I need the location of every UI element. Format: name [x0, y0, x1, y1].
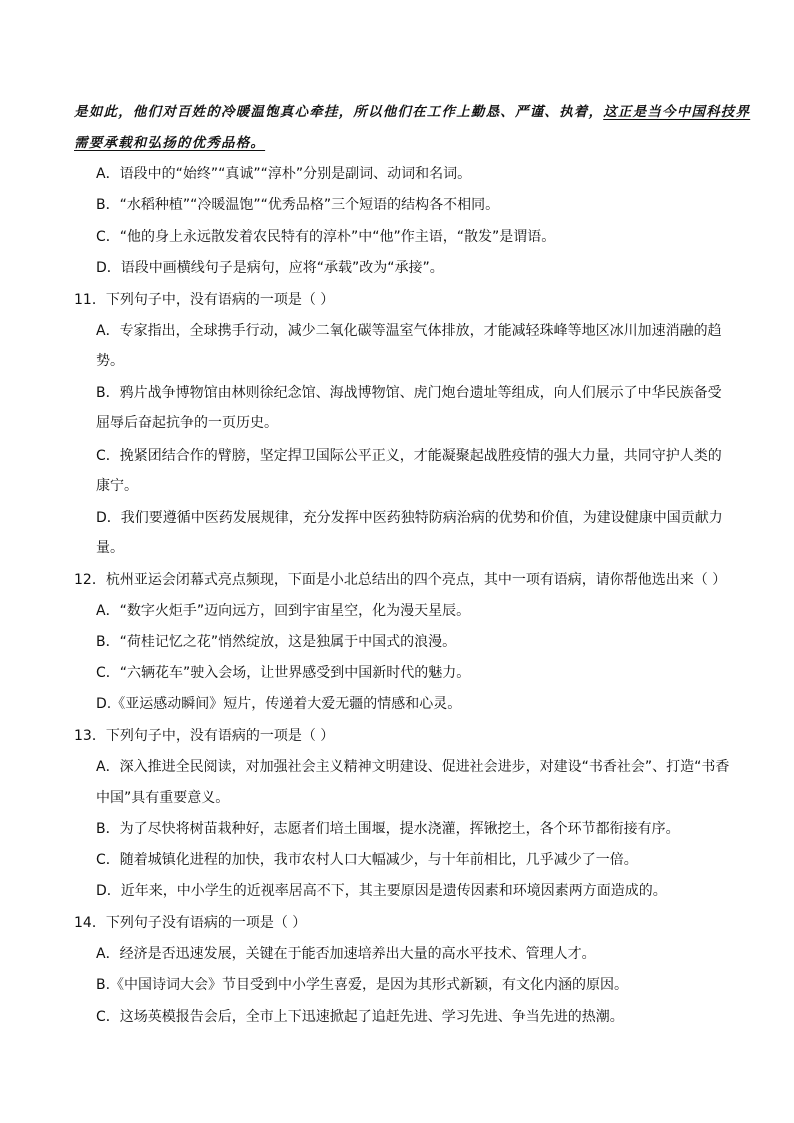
- q13-stem: 13．下列句子中，没有语病的一项是（ ）: [74, 728, 335, 744]
- q14-stem: 14．下列句子没有语病的一项是（ ）: [74, 915, 307, 931]
- q13-option-c: C．随着城镇化进程的加快，我市农村人口大幅减少，与十年前相比，几乎减少了一倍。: [96, 852, 638, 868]
- intro-text: 是如此，他们对百姓的冷暖温饱真心牵挂，所以他们在工作上勤恳、严谨、执着，: [74, 104, 604, 120]
- q13-option-b: B．为了尽快将树苗栽种好，志愿者们培土围堰，提水浇灌，挥锹挖土，各个环节都衔接有序。: [96, 821, 680, 837]
- intro-line-1: [74, 102, 750, 122]
- underlined-sentence: 这正是当今中国科技界: [603, 104, 751, 120]
- q11-option-a-cont: 势。: [96, 353, 124, 369]
- q11-option-c-cont: 康宁。: [96, 478, 138, 494]
- q12-option-b: B．“荷桂记忆之花”悄然绽放，这是独属于中国式的浪漫。: [96, 634, 457, 650]
- q14-option-c: C．这场英模报告会后，全市上下迅速掀起了追赶先进、学习先进、争当先进的热潮。: [96, 1009, 624, 1025]
- q12-option-d: D.《亚运感动瞬间》短片，传递着大爱无疆的情感和心灵。: [96, 696, 462, 712]
- q10-option-a: A．语段中的“始终”“真诚”“淳朴”分别是副词、动词和名词。: [96, 166, 472, 182]
- q10-option-d: D．语段中画横线句子是病句，应将“承载”改为“承接”。: [96, 260, 444, 276]
- underlined-sentence-end: 需要承载和弘扬的优秀品格。: [74, 135, 266, 151]
- q13-option-d: D．近年来，中小学生的近视率居高不下，其主要原因是遗传因素和环境因素两方面造成的。: [96, 883, 667, 899]
- q13-option-a-cont: 中国”具有重要意义。: [96, 790, 230, 806]
- q11-option-b-cont: 屈辱后奋起抗争的一页历史。: [96, 415, 278, 431]
- q11-stem: 11．下列句子中，没有语病的一项是（ ）: [74, 292, 335, 308]
- q12-stem: 12．杭州亚运会闭幕式亮点频现，下面是小北总结出的四个亮点，其中一项有语病，请你帮他选出来（ ）: [74, 572, 727, 588]
- q12-option-a: A．“数字火炬手”迈向远方，回到宇宙星空，化为漫天星辰。: [96, 603, 471, 619]
- q14-option-b: B.《中国诗词大会》节目受到中小学生喜爱，是因为其形式新颖，有文化内涵的原因。: [96, 977, 629, 993]
- q10-option-b: B．“水稻种植”“冷暖温饱”“优秀品格”三个短语的结构各不相同。: [96, 197, 500, 213]
- q11-option-a: A．专家指出，全球携手行动，减少二氧化碳等温室气体排放，才能减轻珠峰等地区冰川加速消融的趋: [96, 323, 722, 339]
- q11-option-d: D．我们要遵循中医药发展规律，充分发挥中医药独特防病治病的优势和价值，为建设健康中国贡献力: [96, 510, 723, 526]
- q11-option-c: C．挽紧团结合作的臂膀，坚定捍卫国际公平正义，才能凝聚起战胜疫情的强大力量，共同守护人类的: [96, 448, 722, 464]
- q10-option-c: C．“他的身上永远散发着农民特有的淳朴”中“他”作主语，“散发”是谓语。: [96, 229, 556, 245]
- q14-option-a: A．经济是否迅速发展，关键在于能否加速培养出大量的高水平技术、管理人才。: [96, 946, 596, 962]
- q11-option-d-cont: 量。: [96, 540, 124, 556]
- q11-option-b: B．鸦片战争博物馆由林则徐纪念馆、海战博物馆、虎门炮台遗址等组成，向人们展示了中华民族备受: [96, 385, 722, 401]
- q13-option-a: A．深入推进全民阅读，对加强社会主义精神文明建设、促进社会进步，对建设“书香社会”、打造“书香: [96, 759, 730, 775]
- q12-option-c: C．“六辆花车”驶入会场，让世界感受到中国新时代的魅力。: [96, 665, 471, 681]
